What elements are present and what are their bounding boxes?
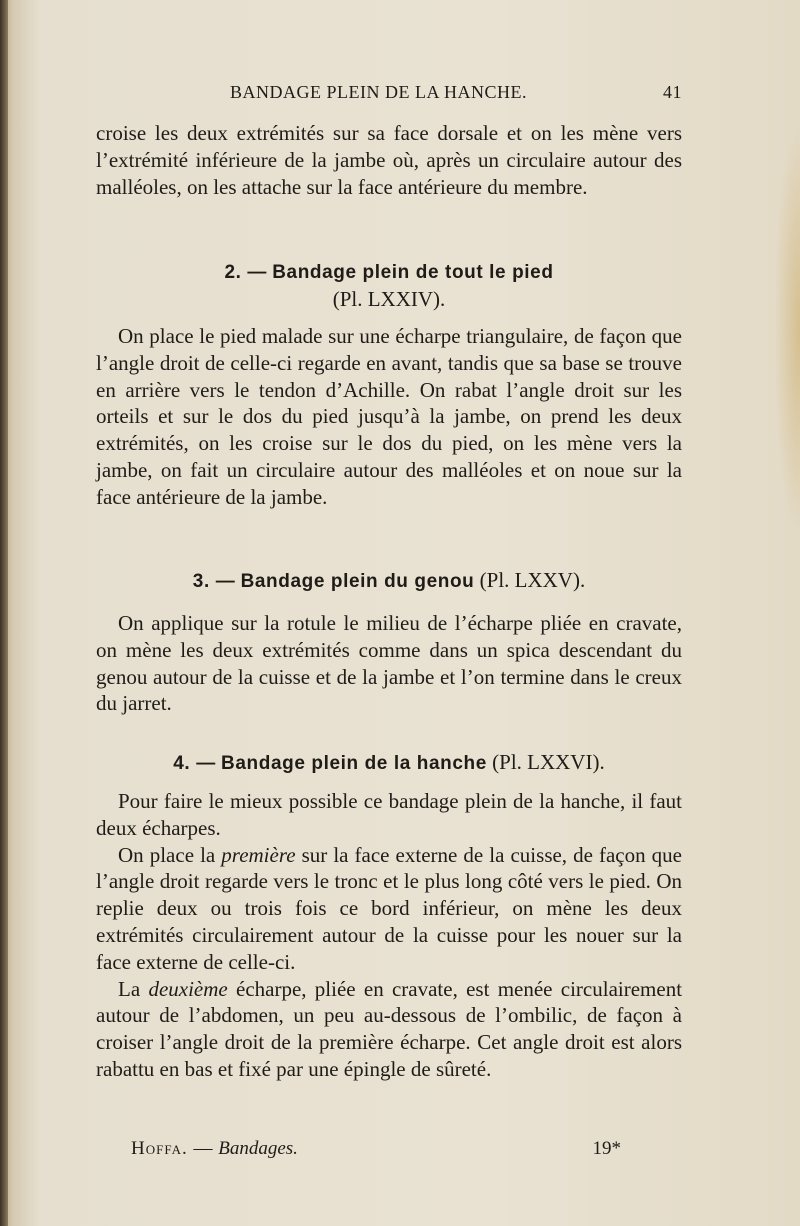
page-footer [131,1138,621,1166]
emphasis-deuxieme: deuxième [148,976,228,1001]
section-4-plate: (Pl. LXXVI). [492,750,605,774]
footer-work-title: Bandages. [218,1138,298,1159]
continued-paragraph-block [96,120,682,200]
paper-stain [774,120,800,540]
continued-paragraph: croise les deux extrémités sur sa face dorsale et on les mène vers l’extrémité inférieure de la jambe où, après un circulaire autour des malléoles, on les attache sur la face antérieure du membre. [96,121,682,199]
section-2-paragraph: On place le pied malade sur une écharpe triangulaire, de façon que l’angle droit de celle-ci regarde en avant, tandis que sa base se trouve en arrière vers le tendon d’Achille. On rabat l’angle droit sur les orteils et sur le dos du pied jusqu’à la jambe, on prend les deux extrémités, on les croise sur le dos du pied, on les mène vers la jambe, on fait un circulaire autour des malléoles et on noue sur la face antérieure de la jambe. [96,324,682,509]
section-3-heading [96,567,682,595]
section-3-number: 3. — [192,571,236,592]
footer-author: Hoffa. — [131,1138,214,1159]
paragraph-3-rest: écharpe, pliée en cravate, est menée circulairement autour de l’abdomen, un peu au-dessous de l’ombilic, de façon à croiser l’angle droit de la première écharpe. Cet angle droit est alors rabattu en bas et fixé par une épingle de sûreté. [96,976,683,1081]
paragraph-3-start: La [118,976,141,1001]
section-4-paragraph-3 [96,976,682,1083]
signature-mark: 19* [592,1138,621,1159]
section-4-number: 4. — [173,753,216,774]
section-2-number: 2. — [224,262,267,283]
section-3-title: Bandage plein du genou [240,571,475,592]
section-2-title: Bandage plein de tout le pied [272,262,554,283]
page-binding-edge [0,0,8,1226]
paragraph-2-start: On place la [118,842,216,867]
paragraph-2-rest: sur la face externe de la cuisse, de façon que l’angle droit regarde vers le tronc et le plus long côté vers le pied. On replie deux ou trois fois ce bord inférieur, on mène les deux extrémités circulairement autour de la cuisse pour les nouer sur la face externe de celle-ci. [96,842,683,974]
section-3-paragraph: On applique sur la rotule le milieu de l’écharpe pliée en cravate, on mène les deux extrémités comme dans un spica descendant du genou autour de la cuisse et de la jambe et l’on termine dans le creux du jarret. [96,611,682,716]
section-3-plate: (Pl. LXXV). [479,568,586,592]
section-4-body [96,788,682,1083]
running-header [96,80,682,106]
section-4-paragraph-1: Pour faire le mieux possible ce bandage plein de la hanche, il faut deux écharpes. [96,789,682,840]
page-number: 41 [663,82,682,102]
section-4-title: Bandage plein de la hanche [221,753,487,774]
section-3-body [96,610,682,717]
running-title: BANDAGE PLEIN DE LA HANCHE. [230,82,527,102]
emphasis-premiere: première [221,842,296,867]
section-4-heading [96,749,682,777]
section-4-paragraph-2 [96,842,682,976]
section-2-heading [96,258,682,313]
section-2-plate: (Pl. LXXIV). [332,287,446,311]
section-2-body [96,323,682,511]
